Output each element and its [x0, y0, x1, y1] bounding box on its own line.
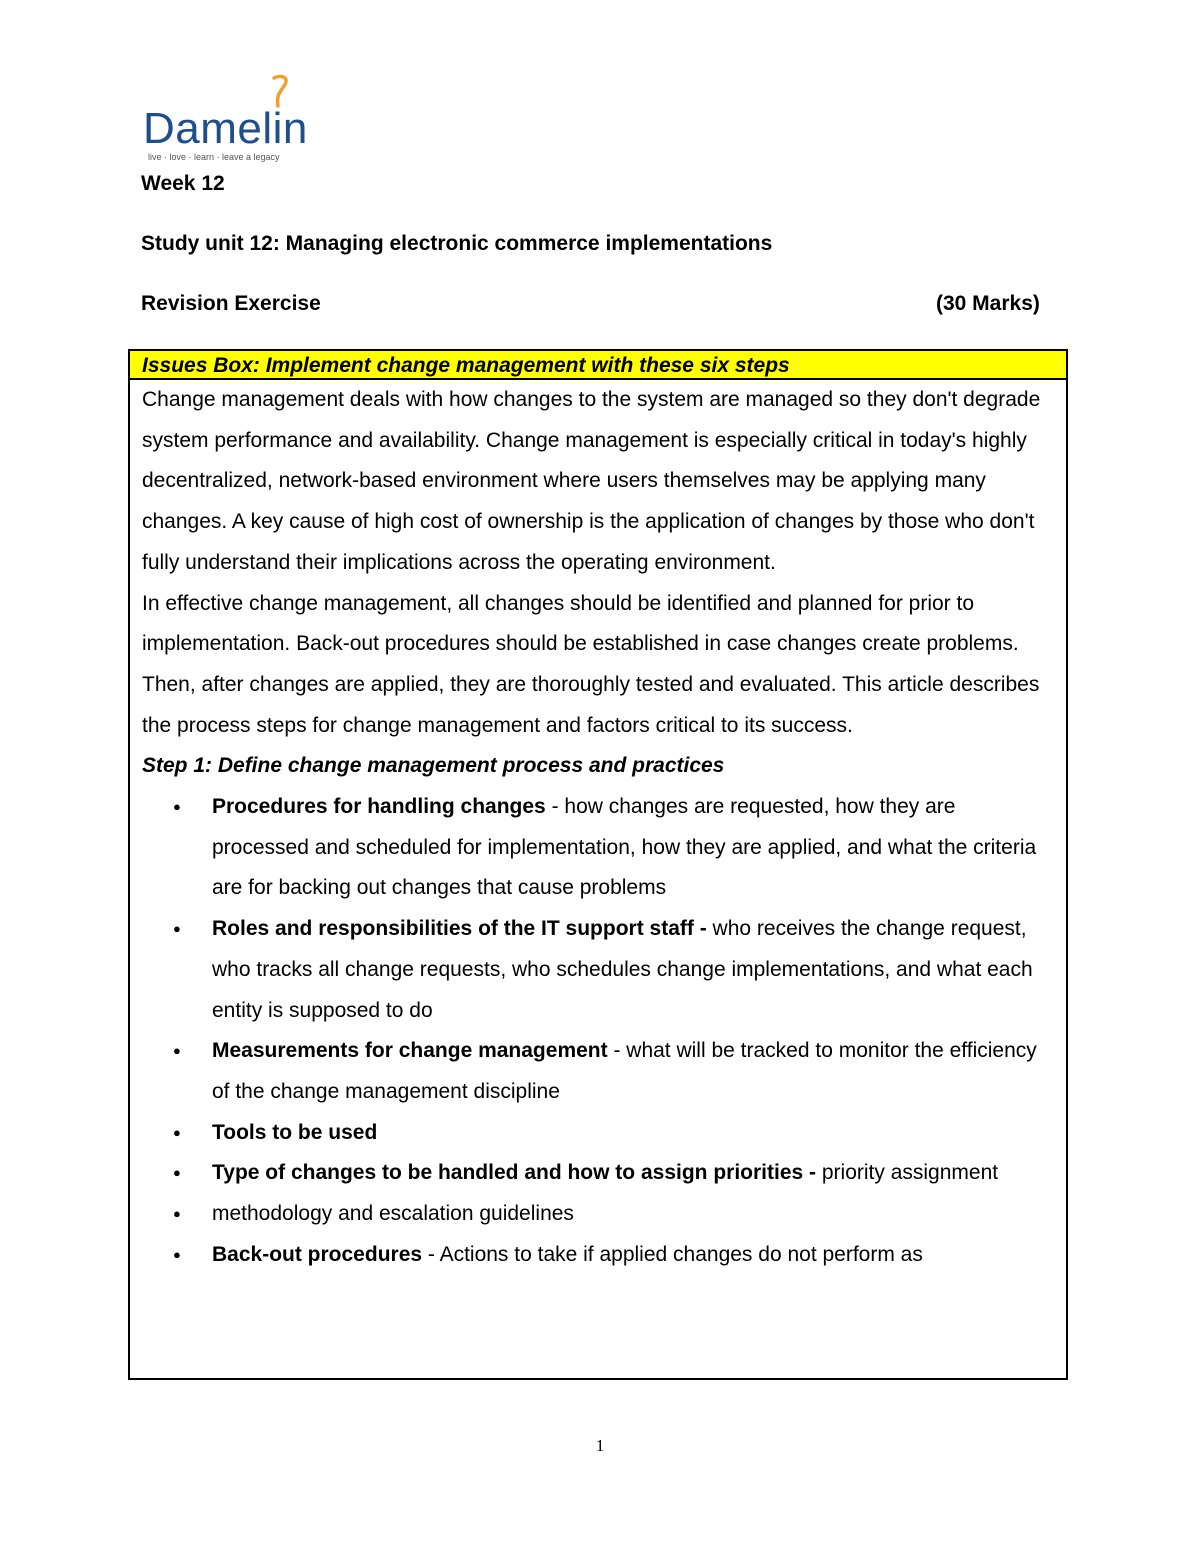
bullet-text: - Actions to take if applied changes do not perform as [422, 1242, 923, 1266]
step-1-heading: Step 1: Define change management process and practices [142, 754, 725, 778]
list-item [142, 1194, 1054, 1235]
week-label: Week 12 [141, 172, 225, 195]
bullet-term: Measurements for change management [212, 1039, 608, 1063]
study-unit-title: Study unit 12: Managing electronic commerce implementations [141, 232, 773, 255]
bullet-term: Roles and responsibilities of the IT support staff - [212, 917, 707, 941]
logo-wordmark: Damelin [143, 104, 308, 153]
issues-box-title: Issues Box: Implement change management with these six steps [130, 351, 1066, 380]
marks-label: (30 Marks) [936, 292, 1040, 315]
exercise-title: Revision Exercise [141, 292, 321, 315]
issues-box-body [130, 380, 1066, 1275]
list-item [142, 1235, 1054, 1276]
bullet-text: - what will be tracked to monitor the efficiency of the change management discipline [212, 1039, 1037, 1103]
bullet-text: priority assignment [816, 1161, 999, 1185]
bullet-text: - how changes are requested, how they are processed and scheduled for implementation, how they are applied, and what the criteria are for backing out changes that cause problems [212, 795, 1037, 900]
list-item [142, 1031, 1054, 1112]
list-item [142, 909, 1054, 1031]
paragraph: Then, after changes are applied, they are thoroughly tested and evaluated. This article describes the process steps for change management and factors critical to its success. [142, 672, 1040, 737]
bullet-text: methodology and escalation guidelines [212, 1202, 574, 1226]
paragraph: Change management deals with how changes to the system are managed so they don't degrade system performance and availability. Change management is especially critical in today's highly decentralized, network-based environment where users themselves may be applying many changes. A key cause of high cost of ownership is the application of changes by those who don't fully understand their implications across the operating environment. [142, 388, 1041, 574]
bullet-term: Procedures for handling changes [212, 795, 546, 819]
step-1-bullet-list [142, 787, 1054, 1275]
list-item [142, 787, 1054, 909]
list-item [142, 1113, 1054, 1154]
page-number: 1 [595, 1436, 605, 1455]
bullet-text: who receives the change request, who tracks all change requests, who schedules change implementations, and what each entity is supposed to do [212, 917, 1033, 1022]
paragraph: In effective change management, all changes should be identified and planned for prior to implementation. Back-out procedures should be established in case changes create problems. [142, 591, 1019, 656]
damelin-logo [140, 70, 330, 165]
list-item [142, 1153, 1054, 1194]
bullet-term: Type of changes to be handled and how to assign priorities - [212, 1161, 817, 1185]
bullet-term: Back-out procedures [212, 1242, 423, 1266]
bullet-term: Tools to be used [212, 1120, 378, 1144]
issues-box [128, 349, 1068, 1380]
logo-tagline: live · love · learn · leave a legacy [148, 152, 280, 162]
